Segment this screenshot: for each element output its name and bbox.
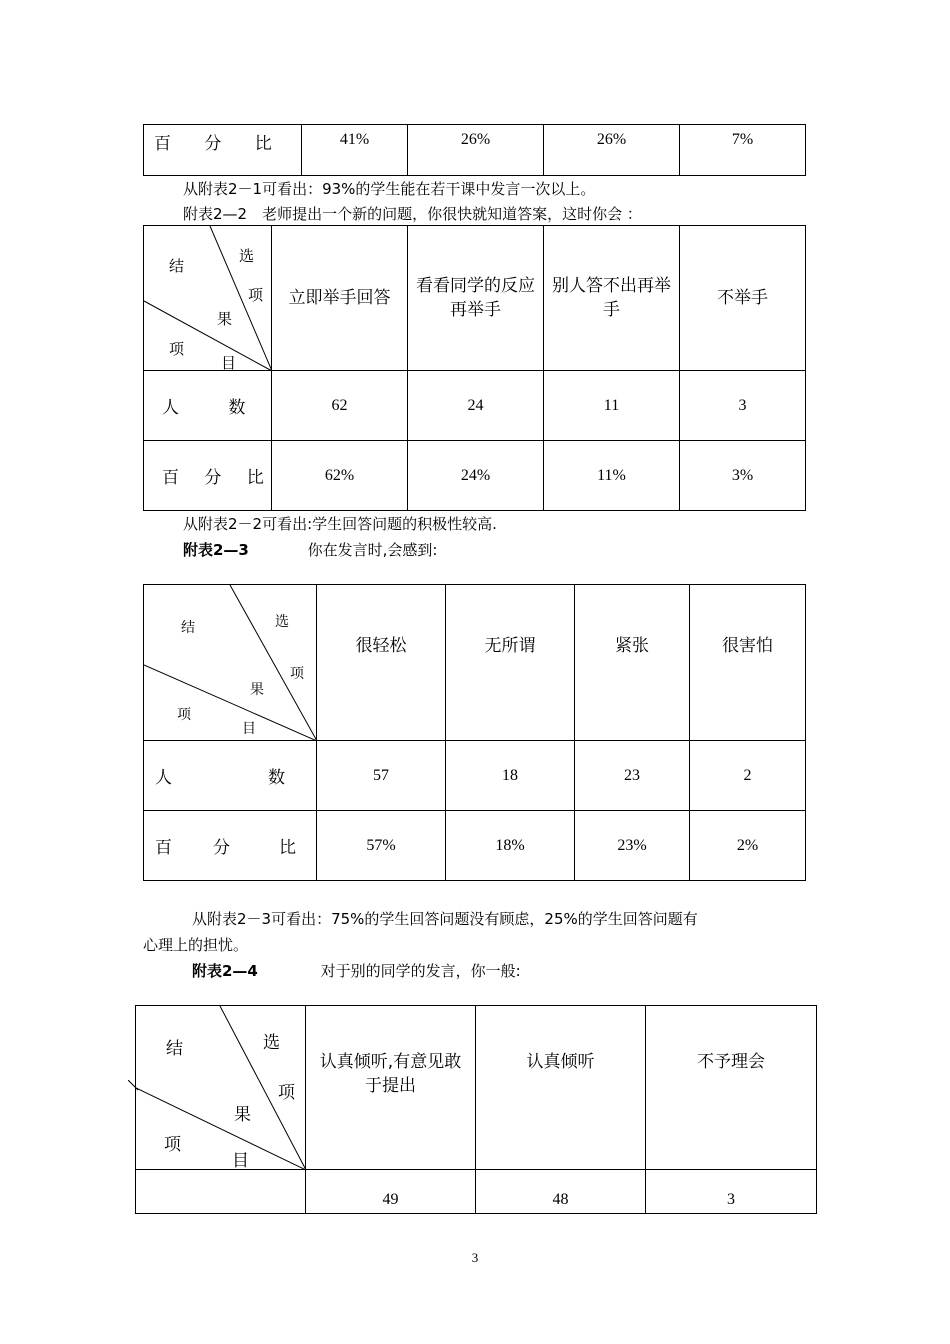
cell: 18% [446, 811, 575, 881]
row-label-count: 人 数 [144, 741, 317, 811]
caption-label: 附表2—3 [183, 541, 249, 559]
corner-char: 项 [177, 707, 191, 723]
cell: 24 [408, 371, 544, 441]
row-label-percent: 百 分 比 [144, 441, 272, 511]
summary-2-1: 从附表2－1可看出：93%的学生能在若干课中发言一次以上。 [183, 180, 596, 198]
diagonal-header [144, 226, 272, 371]
cell: 24% [408, 441, 544, 511]
cell: 11 [544, 371, 680, 441]
option-header: 立即举手回答 [272, 226, 408, 371]
corner-char: 果 [234, 1105, 251, 1125]
corner-char: 目 [232, 1151, 249, 1171]
corner-char: 目 [221, 354, 237, 372]
diagonal-header [144, 585, 317, 741]
option-header: 别人答不出再举手 [544, 226, 680, 371]
caption-2-2: 附表2—2 老师提出一个新的问题，你很快就知道答案，这时你会 ： [183, 205, 642, 223]
corner-char: 选 [263, 1033, 280, 1053]
corner-char: 结 [169, 257, 185, 275]
option-header: 无所谓 [446, 585, 575, 741]
option-header: 看看同学的反应再举手 [408, 226, 544, 371]
cell: 23 [575, 741, 690, 811]
summary-2-3-line1: 从附表2－3可看出：75%的学生回答问题没有顾虑，25%的学生回答问题有 [192, 910, 698, 928]
corner-char: 果 [250, 682, 264, 698]
option-header: 不举手 [680, 226, 806, 371]
option-header: 认真倾听 [476, 1006, 646, 1170]
table-2-3 [143, 584, 806, 881]
summary-2-2: 从附表2－2可看出:学生回答问题的积极性较高. [183, 515, 497, 533]
cell: 3% [680, 441, 806, 511]
summary-2-3-line2: 心理上的担忧。 [143, 936, 249, 954]
caption-text: 你在发言时,会感到: [307, 541, 438, 559]
cell: 26% [544, 125, 680, 176]
row-label-empty [136, 1170, 306, 1214]
cell: 2% [690, 811, 806, 881]
page-number: 3 [471, 1250, 479, 1265]
corner-char: 结 [166, 1039, 183, 1059]
corner-char: 选 [239, 247, 255, 265]
cell: 3 [646, 1170, 817, 1214]
corner-char: 项 [169, 340, 185, 358]
cell: 41% [302, 125, 408, 176]
caption-label: 附表2—4 [192, 962, 258, 980]
cell: 48 [476, 1170, 646, 1214]
cell: 57% [317, 811, 446, 881]
corner-char: 项 [164, 1135, 181, 1155]
option-header: 紧张 [575, 585, 690, 741]
table-2-1-tail [143, 124, 806, 176]
cell: 23% [575, 811, 690, 881]
caption-2-3 [183, 539, 437, 560]
corner-char: 项 [278, 1083, 295, 1103]
diagonal-header [136, 1006, 306, 1170]
corner-char: 果 [217, 310, 233, 328]
cell: 26% [408, 125, 544, 176]
cell: 3 [680, 371, 806, 441]
corner-char: 目 [242, 721, 256, 737]
corner-char: 项 [290, 666, 304, 682]
row-label-percent: 百 分 比 [144, 125, 302, 176]
row-label-percent: 百 分 比 [144, 811, 317, 881]
table-2-4 [135, 1005, 817, 1214]
cell: 57 [317, 741, 446, 811]
cell: 7% [680, 125, 806, 176]
option-header: 不予理会 [646, 1006, 817, 1170]
option-header: 很轻松 [317, 585, 446, 741]
corner-char: 选 [275, 614, 289, 630]
table-2-2 [143, 225, 806, 511]
corner-char: 结 [181, 620, 195, 636]
cell: 62 [272, 371, 408, 441]
corner-char: 项 [248, 286, 264, 304]
cell: 2 [690, 741, 806, 811]
option-header: 很害怕 [690, 585, 806, 741]
cell: 62% [272, 441, 408, 511]
cell: 49 [306, 1170, 476, 1214]
caption-text: 对于别的同学的发言，你一般: [320, 962, 521, 980]
option-header: 认真倾听,有意见敢于提出 [306, 1006, 476, 1170]
row-label-count: 人 数 [144, 371, 272, 441]
cell: 11% [544, 441, 680, 511]
caption-2-4 [192, 960, 521, 981]
cell: 18 [446, 741, 575, 811]
